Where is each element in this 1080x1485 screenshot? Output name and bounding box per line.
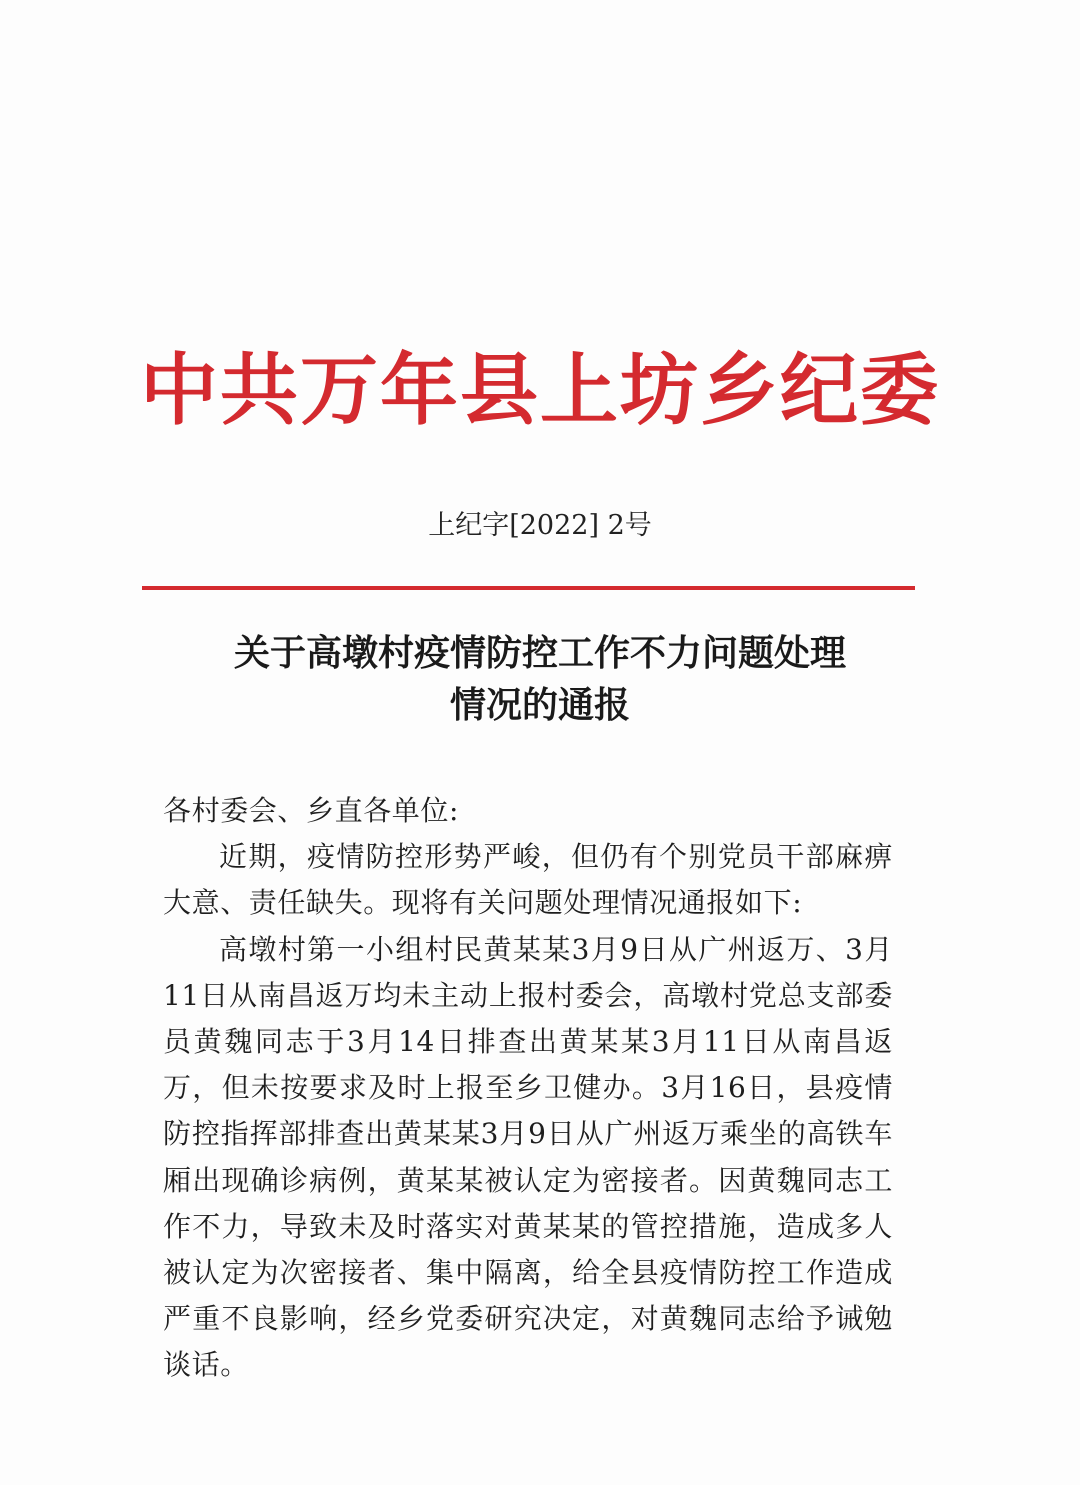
body-paragraph-1: 近期，疫情防控形势严峻，但仍有个别党员干部麻痹大意、责任缺失。现将有关问题处理情况通报如下: [163, 840, 893, 920]
body-paragraph-2: 高墩村第一小组村民黄某某3月9日从广州返万、3月11日从南昌返万均未主动上报村委会，高墩村党总支部委员黄魏同志于3月14日排查出黄某某3月11日从南昌返万，但未按要求及时上报至乡卫健办。3月16日，县疫情防控指挥部排查出黄某某3月9日从广州返万乘坐的高铁车厢出现确诊病例，黄某某被认定为密接者。因黄魏同志工作不力，导致未及时落实对黄某某的管控措施，造成多人被认定为次密接者、集中隔离，给全县疫情防控工作造成严重不良影响，经乡党委研究决定，对黄魏同志给予诫勉谈话。 [163, 932, 893, 1382]
red-separator-line [142, 586, 915, 590]
document-number: 上纪字[2022] 2号 [428, 510, 652, 541]
issuing-organization-header: 中共万年县上坊乡纪委 [139, 345, 940, 436]
salutation: 各村委会、乡直各单位: [163, 794, 460, 827]
document-title-line-2: 情况的通报 [449, 685, 630, 726]
document-body [163, 788, 893, 1389]
document-title [0, 628, 1080, 732]
document-title-line-1: 关于高墩村疫情防控工作不力问题处理 [233, 633, 846, 674]
